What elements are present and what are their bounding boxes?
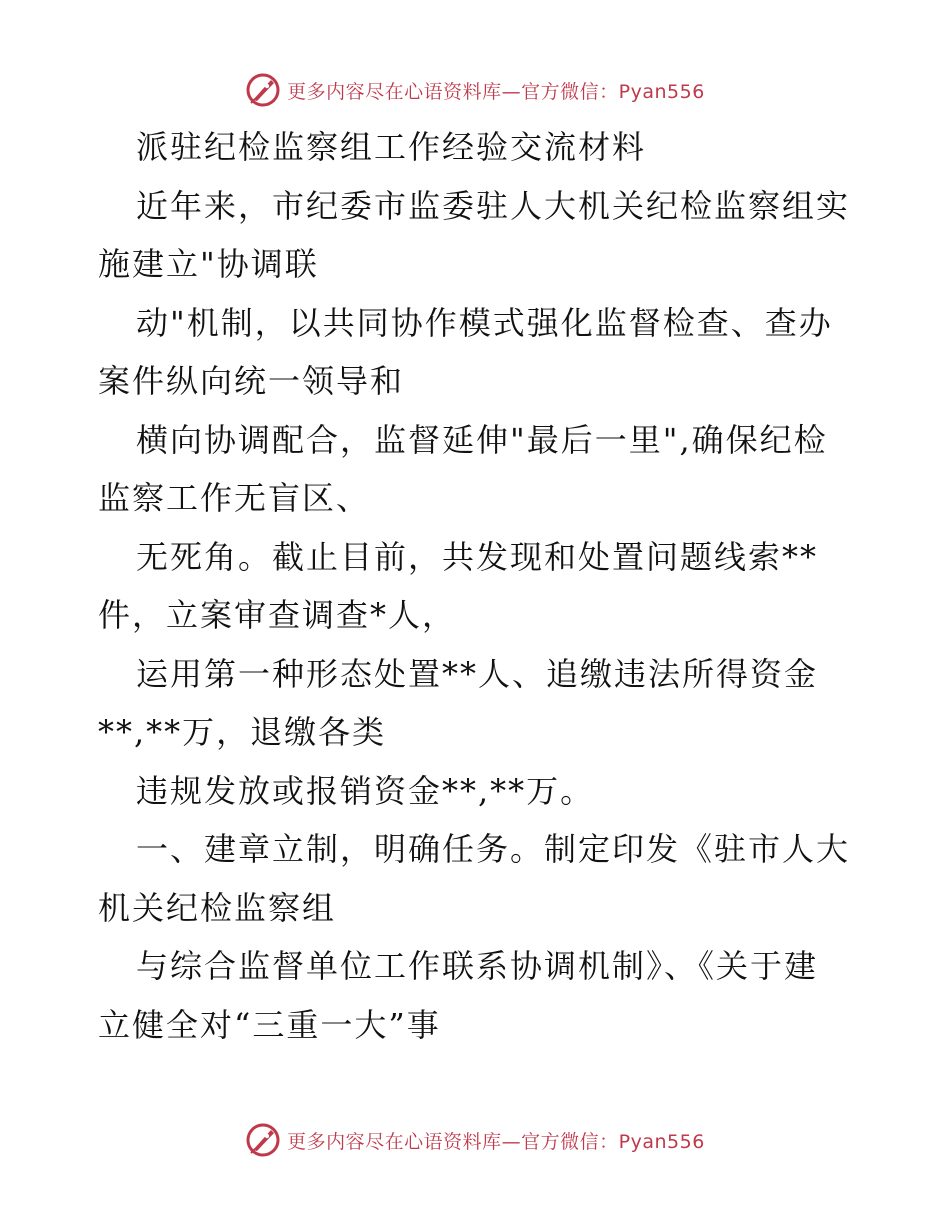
text-line: 监察工作无盲区、 <box>98 479 371 517</box>
watermark-text: 更多内容尽在心语资料库—官方微信：Pyan556 <box>287 1130 705 1153</box>
text-line: 施建立"协调联 <box>98 245 319 283</box>
text-line: 派驻纪检监察组工作经验交流材料 <box>136 128 647 166</box>
document-body <box>98 118 858 1054</box>
text-line: 一、建章立制，明确任务。制定印发《驻市人大 <box>136 830 851 868</box>
text-line: 立健全对“三重一大”事 <box>98 1005 441 1044</box>
text-line: 运用第一种形态处置**人、追缴违法所得资金 <box>136 654 819 693</box>
watermark-text: 更多内容尽在心语资料库—官方微信：Pyan556 <box>287 80 705 103</box>
watermark-header <box>0 70 950 110</box>
text-line: 近年来，市纪委市监委驻人大机关纪检监察组实 <box>136 186 851 225</box>
watermark-footer <box>0 1120 950 1160</box>
quill-pen-logo-icon <box>245 72 281 108</box>
text-line: 横向协调配合，监督延伸"最后一里",确保纪检 <box>136 420 828 459</box>
text-line: 件，立案审查调查*人， <box>98 596 457 634</box>
text-line: 案件纵向统一领导和 <box>98 362 405 400</box>
text-line: **,**万，退缴各类 <box>98 713 387 751</box>
text-line: 无死角。截止目前，共发现和处置问题线索** <box>136 537 819 576</box>
text-line: 动"机制，以共同协作模式强化监督检查、查办 <box>136 303 833 342</box>
quill-pen-logo-icon <box>245 1122 281 1158</box>
text-line: 机关纪检监察组 <box>98 888 337 927</box>
text-line: 与综合监督单位工作联系协调机制》、《关于建 <box>136 947 819 985</box>
text-line: 违规发放或报销资金**,**万。 <box>136 771 595 810</box>
